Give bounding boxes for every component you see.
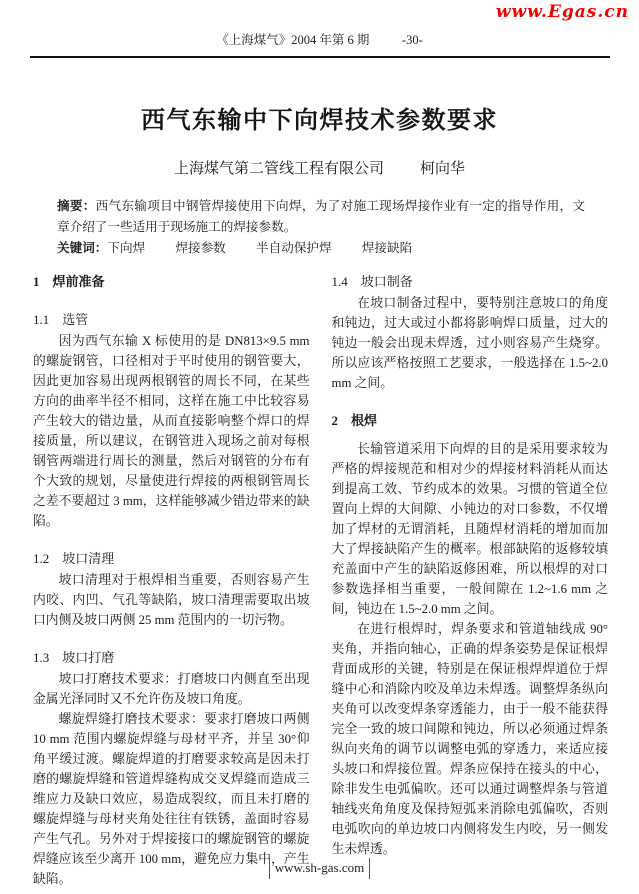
keywords bbox=[57, 238, 585, 259]
section-1-2-heading: 1.2 坡口清理 bbox=[33, 551, 115, 566]
footer bbox=[0, 858, 639, 879]
keyword-item: 下向焊 bbox=[107, 241, 146, 255]
byline bbox=[0, 157, 639, 178]
journal-header bbox=[0, 30, 639, 48]
section-1-3-paragraph: 坡口打磨技术要求：打磨坡口内侧直至出现金属光泽同时又不允许伤及坡口角度。 bbox=[33, 672, 310, 706]
keyword-item: 半自动保护焊 bbox=[256, 241, 332, 255]
section-1-3-heading: 1.3 坡口打磨 bbox=[33, 650, 115, 665]
section-1-4-heading: 1.4 坡口制备 bbox=[331, 274, 413, 289]
two-column-body bbox=[33, 270, 608, 889]
section-1-heading: 1 焊前准备 bbox=[33, 274, 105, 289]
section-1-4-paragraph: 在坡口制备过程中，要特别注意坡口的角度和钝边，过大或过小都将影响焊口质量，过大的钝边一般会出现未焊透，过小则容易产生烧穿。所以应该严格按照工艺要求，一般选择在 1.5~2.0 mm 之间。 bbox=[331, 296, 608, 390]
section-1-2-paragraph: 坡口清理对于根焊相当重要，否则容易产生内咬、内凹、气孔等缺陷，坡口清理需要取出坡口内侧及坡口两侧 25 mm 范围内的一切污物。 bbox=[33, 573, 310, 627]
keyword-item: 焊接缺陷 bbox=[361, 241, 413, 255]
abstract-keywords-block bbox=[57, 196, 585, 259]
keywords-label: 关键词： bbox=[57, 241, 108, 255]
watermark-url: www.Egas.cn bbox=[495, 2, 629, 22]
abstract-label: 摘要： bbox=[57, 199, 96, 213]
right-column bbox=[332, 270, 609, 889]
footer-site-url: www.sh-gas.com bbox=[269, 858, 370, 879]
section-1-1-heading: 1.1 选管 bbox=[33, 312, 89, 327]
section-2-paragraph: 在进行根焊时，焊条要求和管道轴线成 90°夹角，并指向轴心，正确的焊条姿势是保证根焊背面成形的关键，特别是在保证根焊焊道位于焊缝中心和消除内咬及单边未焊透。调整焊条纵向夹角可以改变焊条穿透能力，由于一般不能获得完全一致的坡口间隙和钝边，所以必须通过焊条纵向夹角的调节以调整电弧的穿透力，来适应接头坡口和焊接位置。焊条应保持在接头的中心，除非发生电弧偏吹。还可以通过调整焊条与管道轴线夹角角度及保持短弧来消除电弧偏吹，否则电弧吹向的单边坡口内侧将发生内咬，另一侧发生未焊透。 bbox=[331, 622, 608, 856]
abstract bbox=[57, 196, 585, 238]
author-name: 柯向华 bbox=[420, 161, 466, 177]
page-number: -30- bbox=[401, 33, 423, 47]
section-2-heading: 2 根焊 bbox=[331, 413, 378, 428]
journal-issue: 《上海煤气》2004 年第 6 期 bbox=[216, 33, 370, 47]
affiliation: 上海煤气第二管线工程有限公司 bbox=[173, 161, 384, 177]
abstract-text: 西气东输项目中钢管焊接使用下向焊，为了对施工现场焊接作业有一定的指导作用，文章介绍了一些适用于现场施工的焊接参数。 bbox=[57, 199, 586, 234]
header-divider bbox=[30, 56, 610, 58]
section-2-paragraph: 长输管道采用下向焊的目的是采用要求较为严格的焊接规范和相对少的焊接材料消耗从而达到提高工效、节约成本的效果。习惯的管道全位置向上焊的大间隙、小钝边的对口参数，不仅增加了焊材的无谓消耗，且随焊材消耗的增加而加大了焊接缺陷产生的概率。根部缺陷的返修较填充盖面中产生的缺陷返修困难，所以根焊的对口参数选择相当重要，一般间隙在 1.2~1.6 mm 之间，钝边在 1.5~2.0 mm 之间。 bbox=[331, 442, 608, 616]
left-column bbox=[33, 270, 310, 889]
section-1-1-paragraph: 因为西气东输 X 标使用的是 DN813×9.5 mm 的螺旋钢管，口径相对于平时使用的钢管要大，因此更加容易出现两根钢管的周长不同，在某些方向的曲率半径不相同，这样在施工中比较容易产生较大的错边量，从而直接影响整个焊口的焊接质量，所以建议，在钢管进入现场之前对每根钢管两端进行周长的测量，然后对钢管的分布有个大致的规划，尽量使进行焊接的两根钢管周长之差不要超过 3 mm，这样能够减少错边带来的缺陷。 bbox=[33, 334, 310, 528]
keyword-item: 焊接参数 bbox=[175, 241, 226, 255]
section-1-3-paragraph: 螺旋焊缝打磨技术要求：要求打磨坡口两侧 10 mm 范围内螺旋焊缝与母材平齐，并呈 30°仰角平缓过渡。螺旋焊道的打磨要求较高是因未打磨的螺旋焊缝和管道焊缝构成交叉焊缝而造成三维应力及缺口效应，易造成裂纹，而且未打磨的螺旋焊缝与母材夹角处往往有铁锈，盖面时容易产生气孔。另外对于焊接接口的螺旋钢管的螺旋焊缝应该至少离开 100 mm，避免应力集中，产生缺陷。 bbox=[33, 712, 310, 886]
article-title: 西气东输中下向焊技术参数要求 bbox=[141, 108, 498, 134]
